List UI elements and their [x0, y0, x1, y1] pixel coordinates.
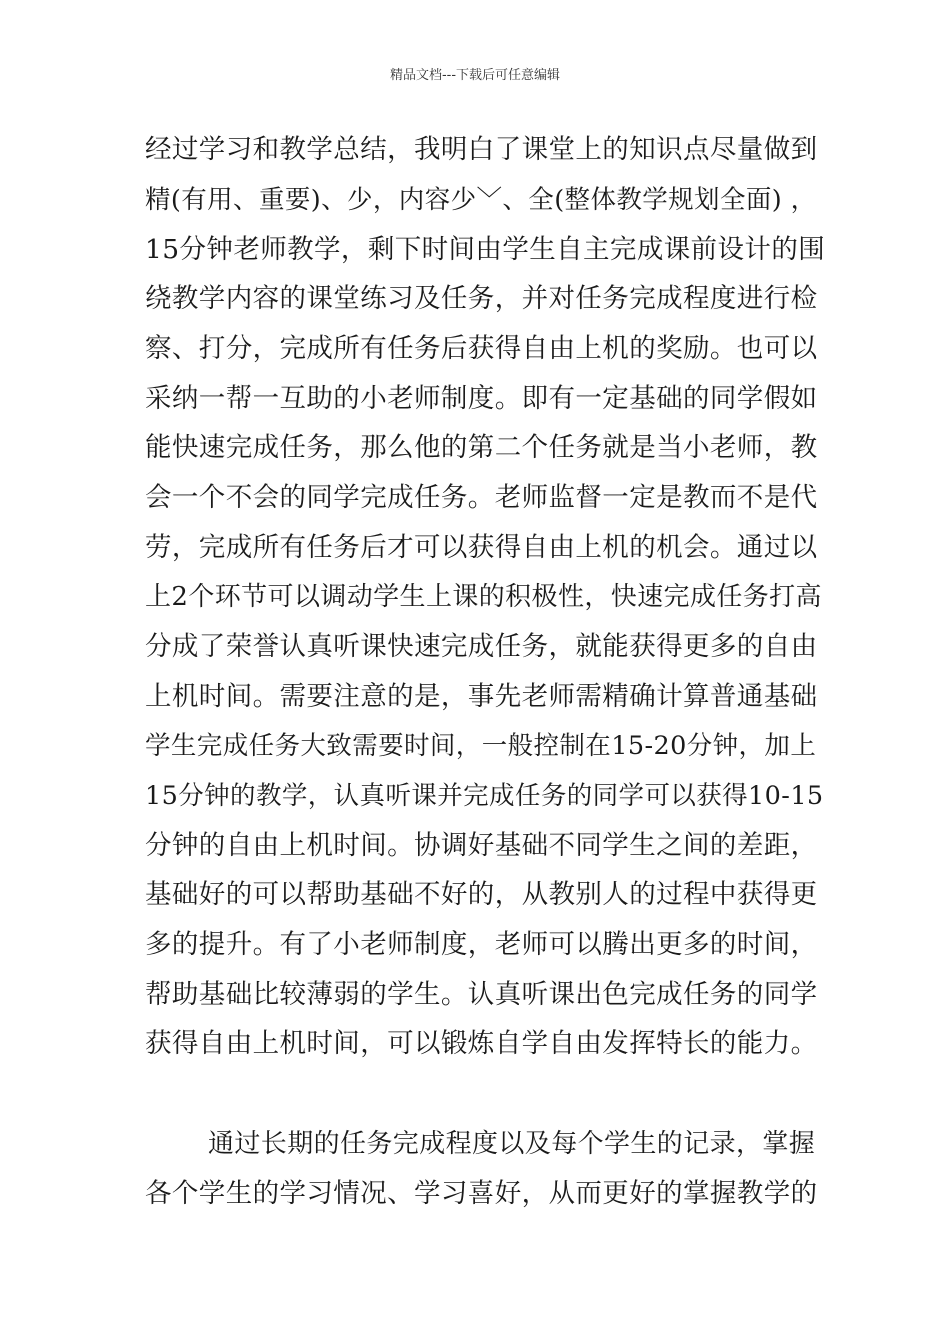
- text-line: 察、打分，完成所有任务后获得自由上机的奖励。也可以: [145, 333, 818, 364]
- text-line: 会一个不会的同学完成任务。老师监督一定是教而不是代: [145, 482, 818, 513]
- page-header: 精品文档---下载后可任意编辑: [389, 68, 561, 83]
- text-line: 通过长期的任务完成程度以及每个学生的记录，掌握: [208, 1129, 816, 1159]
- text-line: 上机时间。需要注意的是，事先老师需精确计算普通基础: [145, 681, 818, 712]
- text-line: 绕教学内容的课堂练习及任务，并对任务完成程度进行检: [145, 283, 818, 314]
- text-line: 多的提升。有了小老师制度，老师可以腾出更多的时间，: [145, 929, 818, 960]
- text-line: 学生完成任务大致需要时间，一般控制在15-20分钟，加上: [145, 731, 817, 761]
- text-line: 分成了荣誉认真听课快速完成任务，就能获得更多的自由: [145, 631, 818, 662]
- text-line: 采纳一帮一互助的小老师制度。即有一定基础的同学假如: [145, 383, 818, 414]
- text-line: 分钟的自由上机时间。协调好基础不同学生之间的差距，: [145, 830, 818, 861]
- text-line: 精(有用、重要)、少，内容少﹀、全(整体教学规划全面) ，: [145, 185, 817, 215]
- text-line: 劳，完成所有任务后才可以获得自由上机的机会。通过以: [145, 532, 818, 563]
- text-line: 15分钟的教学，认真听课并完成任务的同学可以获得10-15: [145, 781, 824, 811]
- text-line: 各个学生的学习情况、学习喜好，从而更好的掌握教学的: [145, 1178, 818, 1209]
- text-line: 15分钟老师教学，剩下时间由学生自主完成课前设计的围: [145, 234, 826, 265]
- text-line: 经过学习和教学总结，我明白了课堂上的知识点尽量做到: [145, 134, 818, 165]
- text-line: 基础好的可以帮助基础不好的，从教别人的过程中获得更: [145, 879, 818, 910]
- text-line: 能快速完成任务，那么他的第二个任务就是当小老师，教: [145, 432, 818, 463]
- text-line: 帮助基础比较薄弱的学生。认真听课出色完成任务的同学: [145, 979, 818, 1010]
- text-line: 获得自由上机时间，可以锻炼自学自由发挥特长的能力。: [145, 1028, 818, 1059]
- text-line: 上2个环节可以调动学生上课的积极性，快速完成任务打高: [145, 582, 822, 612]
